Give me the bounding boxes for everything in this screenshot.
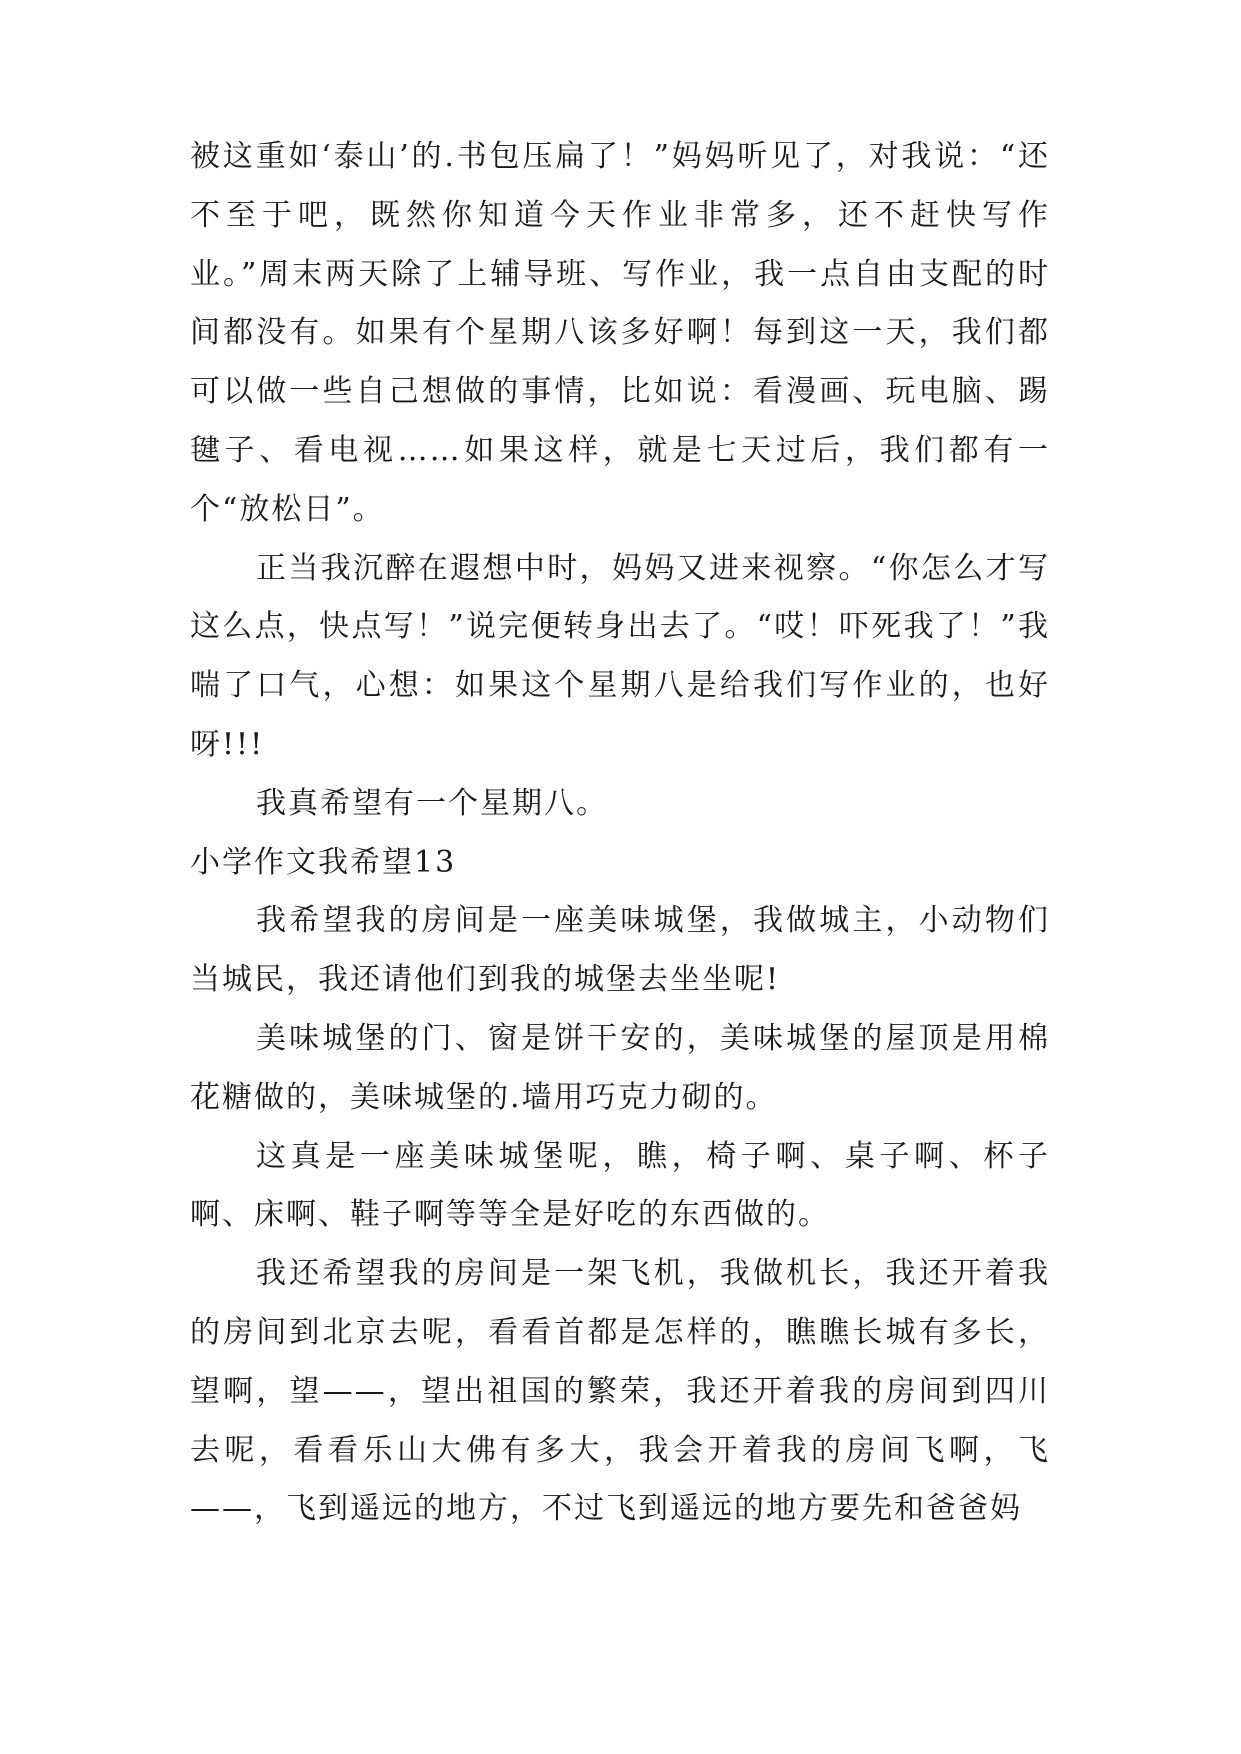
- document-page: [190, 128, 1050, 1539]
- paragraph-2: 正当我沉醉在遐想中时，妈妈又进来视察。“你怎么才写这么点，快点写！”说完便转身出去了。“哎！吓死我了！”我喘了口气，心想：如果这个星期八是给我们写作业的，也好呀!!!: [190, 550, 1050, 762]
- paragraph-5: 美味城堡的门、窗是饼干安的，美味城堡的屋顶是用棉花糖做的，美味城堡的.墙用巧克力砌的。: [190, 1020, 1050, 1115]
- paragraph-3: 我真希望有一个星期八。: [256, 785, 608, 821]
- paragraph-7: 我还希望我的房间是一架飞机，我做机长，我还开着我的房间到北京去呢，看看首都是怎样的，瞧瞧长城有多长，望啊，望——，望出祖国的繁荣，我还开着我的房间到四川去呢，看看乐山大佛有多大，我会开着我的房间飞啊，飞——，飞到遥远的地方，不过飞到遥远的地方要先和爸爸妈: [190, 1256, 1050, 1527]
- paragraph-1: 被这重如‘泰山’的.书包压扁了！”妈妈听见了，对我说：“还不至于吧，既然你知道今天作业非常多，还不赶快写作业。”周末两天除了上辅导班、写作业，我一点自由支配的时间都没有。如果有个星期八该多好啊！每到这一天，我们都可以做一些自己想做的事情，比如说：看漫画、玩电脑、踢毽子、看电视……如果这样，就是七天过后，我们都有一个“放松日”。: [190, 139, 1050, 527]
- section-heading: 小学作文我希望13: [190, 844, 457, 880]
- paragraph-4: 我希望我的房间是一座美味城堡，我做城主，小动物们当城民，我还请他们到我的城堡去坐坐呢!: [190, 903, 1050, 998]
- paragraph-6: 这真是一座美味城堡呢，瞧，椅子啊、桌子啊、杯子啊、床啊、鞋子啊等等全是好吃的东西做的。: [190, 1138, 1050, 1233]
